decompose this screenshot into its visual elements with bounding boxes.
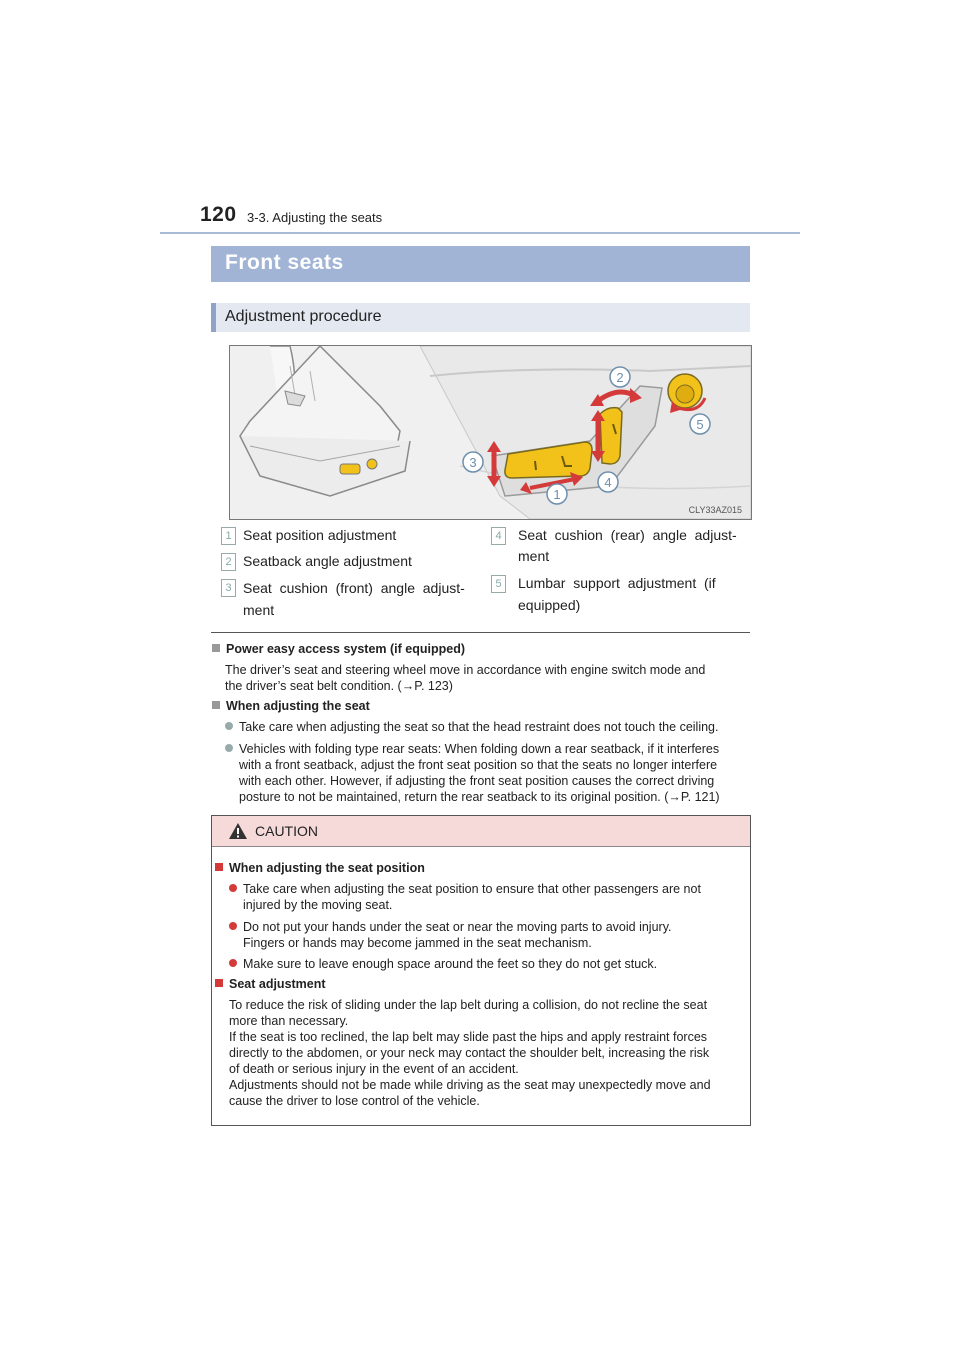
note-power-line2: the driver’s seat belt condition. (→P. 123) bbox=[225, 679, 453, 693]
svg-text:4: 4 bbox=[604, 475, 612, 490]
circle-bullet-icon bbox=[229, 884, 237, 892]
caution-header bbox=[212, 816, 750, 847]
caution-p-l7: cause the driver to lose control of the vehicle. bbox=[229, 1094, 480, 1108]
header-rule bbox=[160, 232, 800, 234]
square-bullet-icon bbox=[215, 979, 223, 987]
legend-label-4a: Seat cushion (rear) angle adjust- bbox=[518, 527, 737, 543]
warning-triangle-icon bbox=[228, 822, 248, 840]
caution-p-l4: directly to the abdomen, or your neck may contact the shoulder belt, increasing the risk bbox=[229, 1046, 710, 1060]
note-adjusting-bullet2-l2: with a front seatback, adjust the front seat position so that the seats no longer interfere bbox=[239, 758, 718, 772]
legend-label-5b: equipped) bbox=[518, 597, 581, 613]
legend-num-1: 1 bbox=[221, 527, 236, 545]
section-title: Front seats bbox=[225, 251, 344, 274]
note-power-heading: Power easy access system (if equipped) bbox=[212, 642, 465, 656]
circle-bullet-icon bbox=[225, 722, 233, 730]
caution-p-l5: of death or serious injury in the event of an accident. bbox=[229, 1062, 519, 1076]
caution-sec2-heading: Seat adjustment bbox=[215, 977, 326, 991]
legend-num-5: 5 bbox=[491, 575, 506, 593]
caution-b1-l2: injured by the moving seat. bbox=[243, 898, 393, 912]
callout-1 bbox=[547, 484, 567, 504]
legend-label-3a: Seat cushion (front) angle adjust- bbox=[243, 580, 465, 596]
callout-3 bbox=[463, 452, 483, 472]
svg-text:2: 2 bbox=[616, 370, 624, 385]
legend-label-3b: ment bbox=[243, 602, 275, 618]
caution-p-l6: Adjustments should not be made while driving as the seat may unexpectedly move and bbox=[229, 1078, 711, 1092]
svg-text:3: 3 bbox=[469, 455, 477, 470]
legend-num-3: 3 bbox=[221, 579, 236, 597]
legend-label-4b: ment bbox=[518, 548, 550, 564]
section-divider bbox=[211, 632, 750, 633]
circle-bullet-icon bbox=[229, 922, 237, 930]
legend-label-1: Seat position adjustment bbox=[243, 527, 397, 543]
square-bullet-icon bbox=[215, 863, 223, 871]
circle-bullet-icon bbox=[229, 959, 237, 967]
subheading-title: Adjustment procedure bbox=[225, 308, 382, 325]
svg-text:1: 1 bbox=[553, 487, 561, 502]
legend-num-2: 2 bbox=[221, 553, 236, 571]
subheading-accent bbox=[211, 303, 216, 332]
seat-illustration-svg bbox=[230, 346, 751, 519]
square-bullet-icon bbox=[212, 644, 220, 652]
caution-title: CAUTION bbox=[255, 823, 318, 839]
square-bullet-icon bbox=[212, 701, 220, 709]
page-number: 120 bbox=[200, 203, 237, 226]
caution-b2-l1: Do not put your hands under the seat or near the moving parts to avoid injury. bbox=[229, 919, 672, 935]
caution-p-l1: To reduce the risk of sliding under the lap belt during a collision, do not recline the seat bbox=[229, 998, 708, 1012]
caution-b2-l2: Fingers or hands may become jammed in the seat mechanism. bbox=[243, 936, 592, 950]
note-adjusting-bullet1: Take care when adjusting the seat so that the head restraint does not touch the ceiling. bbox=[225, 719, 718, 735]
section-label: 3-3. Adjusting the seats bbox=[247, 210, 383, 225]
caution-b3: Make sure to leave enough space around the feet so they do not get stuck. bbox=[229, 956, 657, 972]
note-adjusting-bullet2: Vehicles with folding type rear seats: When folding down a rear seatback, if it interferes bbox=[225, 741, 719, 757]
legend-label-2: Seatback angle adjustment bbox=[243, 553, 412, 569]
seat-adjustment-illustration bbox=[229, 345, 752, 520]
callout-4 bbox=[598, 472, 618, 492]
circle-bullet-icon bbox=[225, 744, 233, 752]
note-adjusting-bullet2-l4: posture to not be maintained, return the rear seatback to its original position. (→P. 121) bbox=[239, 790, 720, 804]
callout-2 bbox=[610, 367, 630, 387]
caution-sec1-heading: When adjusting the seat position bbox=[215, 861, 425, 875]
figure-code: CLY33AZ015 bbox=[688, 505, 742, 515]
svg-text:5: 5 bbox=[696, 417, 704, 432]
caution-b1-l1: Take care when adjusting the seat position to ensure that other passengers are not bbox=[229, 881, 701, 897]
note-adjusting-bullet2-l3: with each other. However, if adjusting the front seat position causes the correct driving bbox=[239, 774, 715, 788]
callout-5 bbox=[690, 414, 710, 434]
note-adjusting-heading: When adjusting the seat bbox=[212, 699, 370, 713]
subheading-bar bbox=[211, 303, 750, 332]
note-power-line1: The driver’s seat and steering wheel move in accordance with engine switch mode and bbox=[225, 663, 706, 677]
section-title-bar bbox=[211, 246, 750, 282]
legend-num-4: 4 bbox=[491, 527, 506, 545]
caution-p-l2: more than necessary. bbox=[229, 1014, 349, 1028]
legend-label-5a: Lumbar support adjustment (if bbox=[518, 575, 716, 591]
caution-p-l3: If the seat is too reclined, the lap belt may slide past the hips and apply restraint forces bbox=[229, 1030, 708, 1044]
